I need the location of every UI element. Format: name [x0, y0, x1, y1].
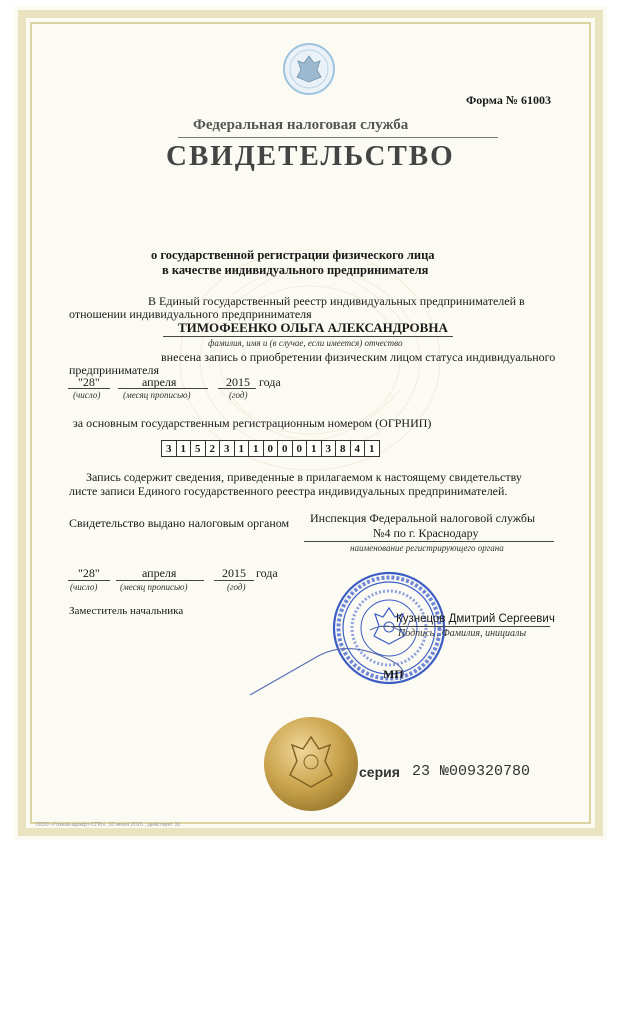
hologram-emblem — [262, 715, 360, 813]
person-caption: фамилия, имя и (в случае, если имеется) отчество — [208, 338, 403, 348]
ogrnip-digit: 4 — [350, 440, 366, 457]
date2-year-word: года — [256, 566, 278, 580]
form-number: Форма № 61003 — [466, 93, 551, 107]
service-underline — [178, 137, 498, 138]
authority-underline — [304, 541, 554, 542]
para2-line-1: Запись содержит сведения, приведенные в прилагаемом к настоящему свидетельству — [86, 470, 522, 484]
date2-cap-year: (год) — [227, 582, 246, 592]
signature — [240, 600, 440, 710]
date2-year-line — [214, 580, 254, 581]
ogrnip-digit: 5 — [190, 440, 206, 457]
date1-cap-day: (число) — [73, 390, 101, 400]
series-value: 23 — [412, 763, 431, 780]
ogrnip-digit: 1 — [176, 440, 192, 457]
ogrnip-digit: 1 — [364, 440, 380, 457]
page-title: СВИДЕТЕЛЬСТВО — [166, 140, 455, 172]
ogrnip-digit: 0 — [292, 440, 308, 457]
para2-line-2: листе записи Единого государственного реестра индивидуальных предпринимателей. — [69, 484, 508, 498]
date2-year: 2015 — [222, 566, 246, 580]
service-name: Федеральная налоговая служба — [193, 117, 409, 133]
ogrnip-number — [162, 440, 380, 457]
ogrnip-digit: 8 — [335, 440, 351, 457]
date1-cap-month: (месяц прописью) — [123, 390, 191, 400]
date1-day: "28" — [78, 375, 100, 389]
person-name: ТИМОФЕЕНКО ОЛЬГА АЛЕКСАНДРОВНА — [178, 320, 448, 335]
date1-year: 2015 — [226, 375, 250, 389]
date1-cap-year: (год) — [229, 390, 248, 400]
ogrnip-digit: 3 — [321, 440, 337, 457]
ogrnip-label: за основным государственным регистрационным номером (ОГРНИП) — [73, 416, 432, 430]
date1-year-line — [218, 388, 256, 389]
signer-name: Кузнецов Дмитрий Сергеевич — [396, 613, 555, 625]
ogrnip-digit: 1 — [234, 440, 250, 457]
entry-line-1: внесена запись о приобретении физическим лицом статуса индивидуального — [161, 350, 556, 364]
date2-day-line — [68, 580, 110, 581]
para1-line-2: отношении индивидуального предпринимателя — [69, 307, 312, 321]
ogrnip-digit: 0 — [263, 440, 279, 457]
subtitle-line-1: о государственной регистрации физического лица — [151, 248, 435, 262]
date1-year-word: года — [259, 375, 281, 389]
para1-line-1: В Единый государственный реестр индивидуальных предпринимателей в — [148, 294, 525, 308]
date2-cap-month: (месяц прописью) — [120, 582, 188, 592]
subtitle-line-2: в качестве индивидуального предпринимателя — [162, 263, 429, 277]
authority-line-1: Инспекция Федеральной налоговой службы — [310, 511, 536, 525]
issued-label: Свидетельство выдано налоговым органом — [69, 516, 290, 530]
ogrnip-digit: 1 — [248, 440, 264, 457]
date1-month: апреля — [142, 375, 177, 389]
signer-position: Заместитель начальника — [69, 605, 184, 617]
date2-day: "28" — [78, 566, 100, 580]
date2-month: апреля — [142, 566, 177, 580]
ogrnip-digit: 0 — [277, 440, 293, 457]
date1-month-line — [118, 388, 208, 389]
ogrnip-digit: 3 — [161, 440, 177, 457]
date2-month-line — [116, 580, 204, 581]
printer-note: ООО «Гознак-шрифт-СПб», 10 июня 2015 ; действует 3с — [36, 822, 181, 828]
ogrnip-digit: 2 — [205, 440, 221, 457]
entry-line-2: предпринимателя — [69, 363, 159, 377]
emblem-icon — [281, 41, 337, 97]
series-label: серия — [359, 764, 400, 780]
signer-caption: Подпись , Фамилия, инициалы — [398, 628, 527, 639]
authority-caption: наименование регистрирующего органа — [350, 543, 504, 553]
mp-label: МП — [383, 667, 404, 681]
ogrnip-digit: 3 — [219, 440, 235, 457]
date2-cap-day: (число) — [70, 582, 98, 592]
authority-line-2: №4 по г. Краснодару — [373, 526, 479, 540]
person-underline — [163, 336, 453, 337]
date1-day-line — [68, 388, 110, 389]
certificate-number: №009320780 — [440, 763, 531, 780]
ogrnip-digit: 1 — [306, 440, 322, 457]
